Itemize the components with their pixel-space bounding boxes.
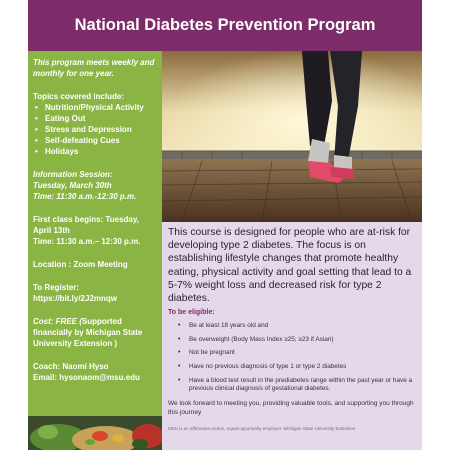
info-sidebar (28, 51, 162, 416)
topic-item: • Holidays (35, 147, 79, 156)
walking-feet-image (162, 51, 422, 222)
walking-photo (162, 51, 422, 222)
cost-detail: Supported financially by Michigan State University Extension ) (33, 317, 143, 348)
topics-heading: Topics covered include: (33, 92, 124, 101)
eligibility-item: • Be overweight (Body Mass Index ≥25; ≥23 if Asian) (178, 335, 334, 343)
eligibility-item: • Have no previous diagnosis of type 1 or type 2 diabetes (178, 363, 347, 370)
food-photo (28, 416, 162, 450)
info-session-time: Time: 11:30 a.m.-12:30 p.m. (33, 192, 137, 201)
description-panel (162, 222, 422, 450)
topic-item: • Stress and Depression (35, 125, 132, 134)
first-class-date: First class begins: Tuesday, April 13th (33, 215, 139, 235)
eligibility-heading: To be eligible: (168, 309, 215, 317)
bullet-icon: • (35, 114, 38, 123)
topic-item: • Self-defeating Cues (35, 136, 120, 145)
bullet-icon: • (35, 125, 38, 134)
page-header (28, 0, 422, 51)
topics-list (33, 102, 158, 157)
bullet-icon: • (178, 376, 181, 384)
cost-prefix: Cost: FREE ( (33, 317, 82, 326)
topic-item: • Nutrition/Physical Activity (35, 103, 144, 112)
bullet-icon: • (178, 322, 181, 330)
info-session-heading: Information Session: (33, 170, 113, 179)
closing-message: We look forward to meeting you, providing valuable tools, and supporting you through this journey (168, 399, 414, 416)
first-class-time: Time: 11:30 a.m.– 12:30 p.m. (33, 237, 141, 246)
bullet-icon: • (35, 136, 38, 145)
sidebar-intro: This program meets weekly and monthly for one year. (33, 58, 155, 78)
register-label: To Register: (33, 283, 80, 292)
eligibility-list (168, 322, 416, 394)
topic-item: • Eating Out (35, 114, 86, 123)
healthy-food-image (28, 416, 162, 450)
program-description: This course is designed for people who are at-risk for developing type 2 diabetes. The focus is on establishing lifestyle changes that promote healthy eating, physical activity and goal setting that lead to a 5-7% weight loss and decreased risk for type 2 diabetes. (168, 227, 412, 305)
bullet-icon: • (178, 363, 181, 370)
coach-name: Coach: Naomi Hyso (33, 362, 109, 371)
program-title: National Diabetes Prevention Program (74, 16, 376, 34)
bullet-icon: • (178, 335, 181, 343)
coach-email[interactable]: Email: hysonaom@msu.edu (33, 373, 140, 382)
info-session-date: Tuesday, March 30th (33, 181, 112, 190)
eligibility-item: • Not be pregnant (178, 349, 235, 357)
cost-info (33, 316, 158, 349)
bullet-icon: • (35, 147, 38, 156)
bullet-icon: • (35, 103, 38, 112)
register-link[interactable]: https://bit.ly/2J2mnqw (33, 294, 118, 303)
footer-disclaimer: MSU is an affirmative-action, equal-opportunity employer. Michigan State University Extension (168, 425, 356, 431)
eligibility-item: • Have a blood test result in the prediabetes range within the past year or have a previous clinical diagnosis of gestational diabetes. (178, 376, 413, 393)
location: Location : Zoom Meeting (33, 260, 128, 269)
bullet-icon: • (178, 349, 181, 357)
eligibility-item: • Be at least 18 years old and (178, 322, 269, 330)
